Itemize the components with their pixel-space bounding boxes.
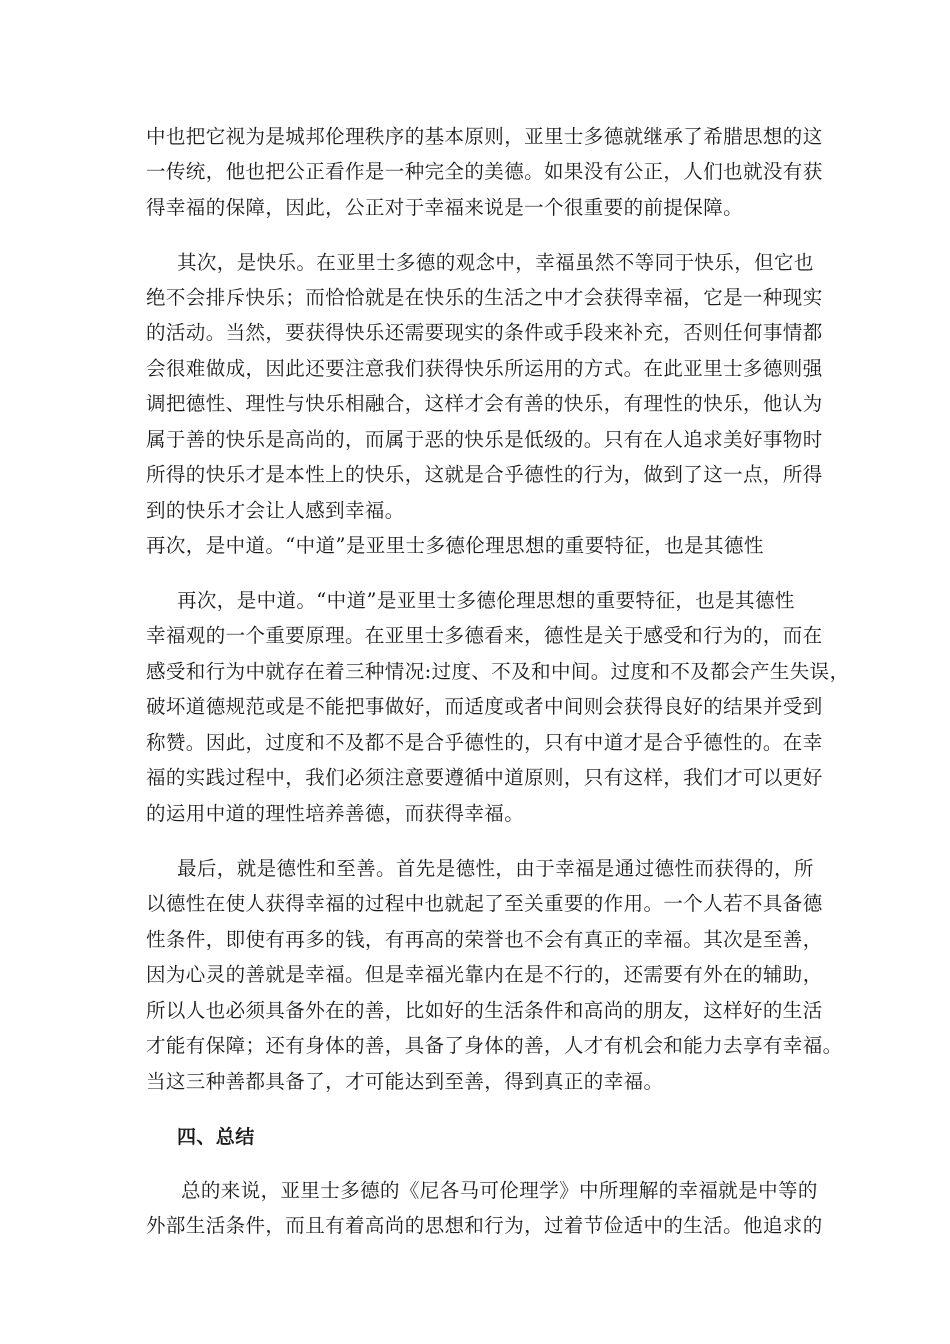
text-line: 绝不会排斥快乐；而恰恰就是在快乐的生活之中才会获得幸福，它是一种现实 — [146, 286, 823, 309]
text-line: 到的快乐才会让人感到幸福。 — [146, 499, 405, 522]
paragraph-start: 总的来说，亚里士多德的《尼各马可伦理学》中所理解的幸福就是中等的 — [181, 1179, 818, 1202]
text-line: 称赞。因此，过度和不及都不是合乎德性的，只有中道才是合乎德性的。在幸 — [146, 731, 823, 754]
section-heading: 四、总结 — [177, 1126, 255, 1148]
paragraph-start: 再次，是中道。“中道”是亚里士多德伦理思想的重要特征，也是其德性 — [177, 589, 795, 612]
text-line: 会很难做成，因此还要注意我们获得快乐所运用的方式。在此亚里士多德则强 — [146, 357, 823, 380]
text-line: 福的实践过程中，我们必须注意要遵循中道原则，只有这样，我们才可以更好 — [146, 766, 823, 789]
text-line: 中也把它视为是城邦伦理秩序的基本原则，亚里士多德就继承了希腊思想的这 — [146, 125, 823, 148]
text-line: 的活动。当然，要获得快乐还需要现实的条件或手段来补充，否则任何事情都 — [146, 321, 823, 344]
text-line: 外部生活条件，而且有着高尚的思想和行为，过着节俭适中的生活。他追求的 — [146, 1214, 823, 1237]
paragraph-start: 最后，就是德性和至善。首先是德性，由于幸福是通过德性而获得的，所 — [177, 857, 814, 880]
text-line: 因为心灵的善就是幸福。但是幸福光靠内在是不行的，还需要有外在的辅助， — [146, 963, 823, 986]
paragraph-start: 其次，是快乐。在亚里士多德的观念中，幸福虽然不等同于快乐，但它也 — [177, 251, 814, 274]
text-line: 性条件，即使有再多的钱，有再高的荣誉也不会有真正的幸福。其次是至善， — [146, 928, 823, 951]
text-line: 破坏道德规范或是不能把事做好，而适度或者中间则会获得良好的结果并受到 — [146, 695, 823, 718]
text-line: 一传统，他也把公正看作是一种完全的美德。如果没有公正，人们也就没有获 — [146, 160, 823, 183]
text-line: 幸福观的一个重要原理。在亚里士多德看来，德性是关于感受和行为的，而在 — [146, 624, 823, 647]
text-line: 才能有保障；还有身体的善，具备了身体的善，人才有机会和能力去享有幸福。 — [146, 1034, 843, 1057]
text-line: 所得的快乐才是本性上的快乐，这就是合乎德性的行为，做到了这一点，所得 — [146, 463, 823, 486]
text-line: 调把德性、理性与快乐相融合，这样才会有善的快乐，有理性的快乐，他认为 — [146, 392, 823, 415]
text-line: 属于善的快乐是高尚的，而属于恶的快乐是低级的。只有在人追求美好事物时 — [146, 428, 823, 451]
text-line: 的运用中道的理性培养善德，而获得幸福。 — [146, 802, 525, 825]
text-line: 所以人也必须具备外在的善，比如好的生活条件和高尚的朋友，这样好的生活 — [146, 999, 823, 1022]
text-line: 得幸福的保障，因此，公正对于幸福来说是一个很重要的前提保障。 — [146, 196, 744, 219]
text-line: 当这三种善都具备了，才可能达到至善，得到真正的幸福。 — [146, 1070, 664, 1093]
text-line: 再次，是中道。“中道”是亚里士多德伦理思想的重要特征，也是其德性 — [146, 534, 764, 557]
text-line: 以德性在使人获得幸福的过程中也就起了至关重要的作用。一个人若不具备德 — [146, 892, 823, 915]
text-line: 感受和行为中就存在着三种情况:过度、不及和中间。过度和不及都会产生失误， — [146, 660, 850, 683]
